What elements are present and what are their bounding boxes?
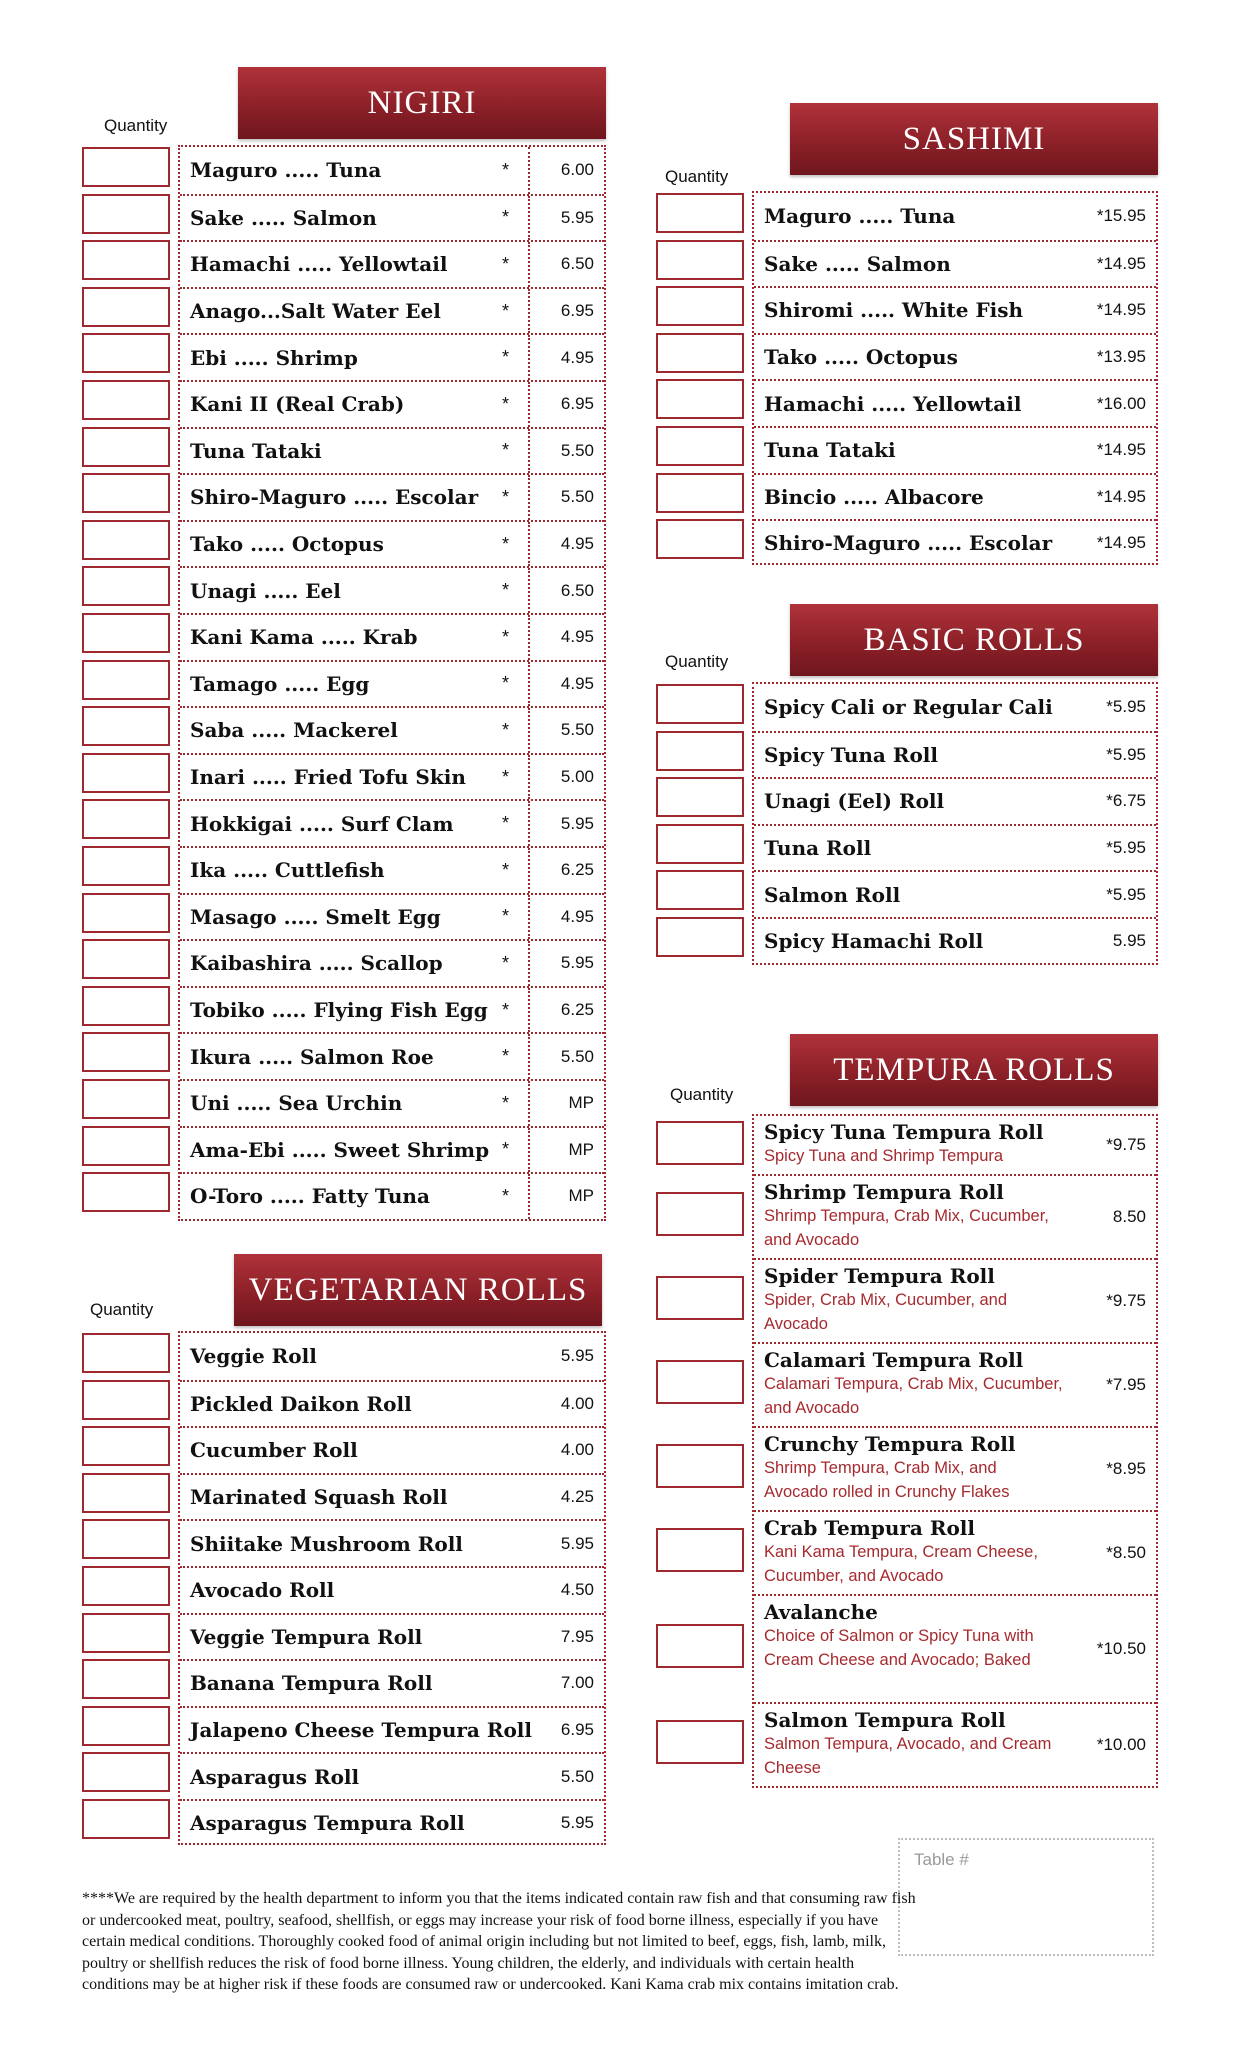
item-description: Spider, Crab Mix, Cucumber, and Avocado	[764, 1291, 1008, 1333]
price-divider	[528, 1128, 530, 1173]
health-notice: ****We are required by the health department to inform you that the items indicated contain raw fish and that consuming raw fish or undercooked meat, poultry, seafood, shellfish, or eggs may increase your risk of food borne illness, especially if you have certain medical conditions. Thoroughly cooked food of animal origin including but not limited to beef, eggs, fish, lamb, milk, poultry or shellfish reduces the risk of food borne illness. Young children, the elderly, and individuals with certain health conditions may be at higher risk if these foods are consumed raw or undercooked. Kani Kama crab mix contains imitation crab.	[82, 1890, 916, 1993]
item-name: Jalapeno Cheese Tempura Roll	[190, 1718, 533, 1743]
price-divider	[528, 522, 530, 567]
raw-indicator: *	[502, 719, 510, 740]
menu-row	[754, 333, 1156, 380]
item-price: 6.95	[560, 301, 594, 321]
item-name: Tuna Tataki	[190, 438, 322, 463]
item-price: 5.95	[560, 813, 594, 833]
table-number-label: Table #	[914, 1850, 969, 1869]
quantity-input[interactable]	[82, 939, 170, 979]
quantity-input[interactable]	[656, 1276, 744, 1320]
item-price: *13.95	[1096, 347, 1146, 367]
menu-row	[180, 1799, 604, 1846]
item-price: 5.50	[560, 487, 594, 507]
nigiri-quantity-label: Quantity	[104, 116, 168, 135]
menu-row	[180, 1613, 604, 1660]
item-price: MP	[568, 1093, 594, 1113]
menu-row	[754, 777, 1156, 824]
price-divider	[528, 1081, 530, 1126]
item-description: Calamari Tempura, Crab Mix, Cucumber, and Avocado	[764, 1375, 1063, 1417]
raw-indicator: *	[502, 580, 510, 601]
item-name: Kani II (Real Crab)	[190, 392, 405, 417]
quantity-input[interactable]	[82, 1752, 170, 1792]
menu-row	[180, 1172, 604, 1219]
item-name: Tuna Roll	[764, 836, 872, 861]
price-divider	[528, 988, 530, 1033]
quantity-input[interactable]	[82, 1473, 170, 1513]
raw-indicator: *	[502, 1046, 510, 1067]
item-name: Ama-Ebi ..... Sweet Shrimp	[190, 1137, 490, 1162]
item-price: 4.95	[560, 347, 594, 367]
quantity-input[interactable]	[82, 1659, 170, 1699]
raw-indicator: *	[502, 440, 510, 461]
item-name: Pickled Daikon Roll	[190, 1391, 412, 1416]
menu-row	[180, 1126, 604, 1173]
nigiri-header: NIGIRI	[238, 67, 606, 139]
item-name: Marinated Squash Roll	[190, 1485, 448, 1510]
menu-row	[180, 194, 604, 241]
price-divider	[528, 429, 530, 474]
raw-indicator: *	[502, 813, 510, 834]
item-name: Kani Kama ..... Krab	[190, 625, 418, 650]
menu-row	[180, 1519, 604, 1566]
raw-indicator: *	[502, 952, 510, 973]
menu-row	[180, 380, 604, 427]
item-name: Spider Tempura Roll	[764, 1264, 995, 1288]
raw-indicator: *	[502, 486, 510, 507]
quantity-input[interactable]	[82, 473, 170, 513]
quantity-input[interactable]	[656, 286, 744, 326]
menu-row	[180, 287, 604, 334]
item-price: *5.95	[1106, 697, 1146, 717]
price-divider	[528, 1174, 530, 1219]
item-price: 5.95	[1112, 931, 1146, 951]
item-price: 4.00	[560, 1440, 594, 1460]
menu-row	[754, 731, 1156, 778]
menu-row	[180, 147, 604, 194]
quantity-input[interactable]	[656, 1192, 744, 1236]
item-name: Ika ..... Cuttlefish	[190, 858, 385, 883]
menu-row	[180, 986, 604, 1033]
quantity-input[interactable]	[656, 1360, 744, 1404]
raw-indicator: *	[502, 766, 510, 787]
item-name: Saba ..... Mackerel	[190, 718, 398, 743]
raw-indicator: *	[502, 859, 510, 880]
item-name: Shrimp Tempura Roll	[764, 1180, 1004, 1204]
item-description: Kani Kama Tempura, Cream Cheese, Cucumber, and Avocado	[764, 1543, 1038, 1585]
item-price: 6.50	[560, 254, 594, 274]
menu-row	[180, 1426, 604, 1473]
quantity-input[interactable]	[656, 1121, 744, 1165]
price-divider	[528, 895, 530, 940]
menu-row	[180, 1752, 604, 1799]
price-divider	[528, 196, 530, 241]
menu-row	[180, 613, 604, 660]
quantity-input[interactable]	[82, 706, 170, 746]
item-name: Calamari Tempura Roll	[764, 1348, 1024, 1372]
price-divider	[528, 941, 530, 986]
raw-indicator: *	[502, 207, 510, 228]
basic-rolls-table	[752, 682, 1158, 965]
price-divider	[528, 801, 530, 846]
quantity-input[interactable]	[82, 613, 170, 653]
quantity-input[interactable]	[656, 1444, 744, 1488]
menu-row	[180, 660, 604, 707]
item-price: *5.95	[1106, 838, 1146, 858]
quantity-input[interactable]	[656, 870, 744, 910]
price-divider	[528, 1034, 530, 1079]
item-name: Asparagus Roll	[190, 1764, 360, 1789]
quantity-input[interactable]	[82, 1426, 170, 1466]
quantity-input[interactable]	[656, 1624, 744, 1668]
item-price: *14.95	[1096, 253, 1146, 273]
item-price: 7.00	[560, 1673, 594, 1693]
quantity-input[interactable]	[82, 287, 170, 327]
menu-row	[180, 1333, 604, 1380]
raw-indicator: *	[502, 999, 510, 1020]
menu-row	[180, 1032, 604, 1079]
item-price: *9.75	[1106, 1291, 1146, 1310]
sashimi-table	[752, 191, 1158, 565]
vegetarian-table	[178, 1331, 606, 1845]
menu-row	[754, 870, 1156, 917]
raw-indicator: *	[502, 300, 510, 321]
raw-indicator: *	[502, 1185, 510, 1206]
menu-row	[180, 240, 604, 287]
price-divider	[528, 568, 530, 613]
sashimi-header: SASHIMI	[790, 103, 1158, 175]
item-name: Veggie Roll	[190, 1344, 317, 1369]
item-price: *10.50	[1096, 1639, 1146, 1658]
item-name: Hamachi ..... Yellowtail	[190, 252, 448, 277]
item-price: *16.00	[1096, 393, 1146, 413]
quantity-input[interactable]	[82, 1172, 170, 1212]
item-price: *7.95	[1106, 1375, 1146, 1394]
item-price: 6.95	[560, 394, 594, 414]
item-price: *14.95	[1096, 486, 1146, 506]
raw-indicator: *	[502, 673, 510, 694]
item-name: Unagi (Eel) Roll	[764, 789, 945, 814]
item-name: Hokkigai ..... Surf Clam	[190, 811, 454, 836]
item-name: Spicy Tuna Tempura Roll	[764, 1120, 1044, 1144]
item-price: *5.95	[1106, 884, 1146, 904]
item-name: Crunchy Tempura Roll	[764, 1432, 1016, 1456]
quantity-input[interactable]	[82, 1032, 170, 1072]
menu-row	[180, 473, 604, 520]
item-price: 6.50	[560, 580, 594, 600]
item-name: Masago ..... Smelt Egg	[190, 904, 441, 929]
item-name: Anago...Salt Water Eel	[190, 299, 441, 324]
item-name: Spicy Tuna Roll	[764, 742, 938, 767]
quantity-input[interactable]	[82, 520, 170, 560]
item-price: MP	[568, 1139, 594, 1159]
menu-row	[180, 893, 604, 940]
tempura-rolls-table	[752, 1114, 1158, 1788]
item-name: Sake ..... Salmon	[764, 251, 951, 276]
quantity-input[interactable]	[656, 777, 744, 817]
menu-row	[180, 799, 604, 846]
quantity-input[interactable]	[82, 240, 170, 280]
quantity-input[interactable]	[82, 1613, 170, 1653]
quantity-input[interactable]	[656, 1720, 744, 1764]
item-price: MP	[568, 1186, 594, 1206]
item-description: Choice of Salmon or Spicy Tuna with Cream Cheese and Avocado; Baked	[764, 1627, 1034, 1669]
item-name: Veggie Tempura Roll	[190, 1624, 423, 1649]
item-price: *10.00	[1096, 1735, 1146, 1754]
price-divider	[528, 382, 530, 427]
item-price: 5.95	[560, 1533, 594, 1553]
item-name: Sake ..... Salmon	[190, 205, 377, 230]
item-name: Tamago ..... Egg	[190, 671, 370, 696]
item-name: Inari ..... Fried Tofu Skin	[190, 765, 466, 790]
item-price: 5.95	[560, 953, 594, 973]
item-name: Avocado Roll	[190, 1578, 335, 1603]
menu-row	[754, 684, 1156, 731]
quantity-input[interactable]	[82, 380, 170, 420]
item-price: 7.95	[560, 1626, 594, 1646]
menu-row	[754, 1510, 1156, 1594]
quantity-input[interactable]	[82, 427, 170, 467]
item-name: Ikura ..... Salmon Roe	[190, 1044, 434, 1069]
tempura-rolls-quantity-label: Quantity	[670, 1085, 734, 1104]
item-name: Avalanche	[764, 1600, 878, 1624]
item-name: Shiitake Mushroom Roll	[190, 1531, 463, 1556]
item-price: 5.50	[560, 440, 594, 460]
item-price: 4.95	[560, 534, 594, 554]
quantity-input[interactable]	[656, 473, 744, 513]
item-name: Salmon Roll	[764, 882, 901, 907]
item-name: Shiro-Maguro ..... Escolar	[764, 531, 1053, 556]
menu-row	[180, 1079, 604, 1126]
item-name: Banana Tempura Roll	[190, 1671, 433, 1696]
raw-indicator: *	[502, 1139, 510, 1160]
item-price: *6.75	[1106, 791, 1146, 811]
quantity-input[interactable]	[656, 379, 744, 419]
menu-row	[754, 917, 1156, 964]
menu-row	[180, 427, 604, 474]
item-price: 4.25	[560, 1487, 594, 1507]
menu-row	[754, 1594, 1156, 1702]
price-divider	[528, 755, 530, 800]
menu-row	[180, 846, 604, 893]
item-description: Salmon Tempura, Avocado, and Cream Cheese	[764, 1735, 1052, 1777]
quantity-input[interactable]	[82, 333, 170, 373]
price-divider	[528, 615, 530, 660]
basic-rolls-quantity-label: Quantity	[665, 652, 729, 671]
quantity-input[interactable]	[82, 846, 170, 886]
menu-row	[754, 240, 1156, 287]
quantity-input[interactable]	[82, 1333, 170, 1373]
menu-row	[754, 473, 1156, 520]
menu-row	[754, 1702, 1156, 1786]
quantity-input[interactable]	[82, 753, 170, 793]
item-price: 4.95	[560, 906, 594, 926]
quantity-input[interactable]	[656, 731, 744, 771]
item-name: Shiromi ..... White Fish	[764, 298, 1024, 323]
item-name: Ebi ..... Shrimp	[190, 345, 358, 370]
item-name: Tuna Tataki	[764, 438, 896, 463]
item-price: 5.00	[560, 767, 594, 787]
quantity-input[interactable]	[656, 917, 744, 957]
menu-row	[754, 1116, 1156, 1174]
menu-row	[754, 286, 1156, 333]
vegetarian-header: VEGETARIAN ROLLS	[234, 1254, 602, 1326]
price-divider	[528, 662, 530, 707]
menu-row	[180, 939, 604, 986]
item-price: 4.00	[560, 1393, 594, 1413]
quantity-input[interactable]	[656, 684, 744, 724]
item-price: *14.95	[1096, 300, 1146, 320]
item-name: Uni ..... Sea Urchin	[190, 1091, 403, 1116]
item-name: Salmon Tempura Roll	[764, 1708, 1006, 1732]
quantity-input[interactable]	[656, 193, 744, 233]
quantity-input[interactable]	[82, 1799, 170, 1839]
menu-row	[754, 193, 1156, 240]
item-price: 5.95	[560, 1813, 594, 1833]
quantity-input[interactable]	[656, 333, 744, 373]
tempura-rolls-header: TEMPURA ROLLS	[790, 1034, 1158, 1106]
item-name: Cucumber Roll	[190, 1438, 358, 1463]
item-name: Asparagus Tempura Roll	[190, 1811, 465, 1836]
price-divider	[528, 289, 530, 334]
menu-row	[180, 1706, 604, 1753]
item-price: 4.95	[560, 673, 594, 693]
item-description: Spicy Tuna and Shrimp Tempura	[764, 1147, 1004, 1165]
menu-row	[754, 426, 1156, 473]
menu-row	[180, 1380, 604, 1427]
price-divider	[528, 147, 530, 194]
item-name: Spicy Hamachi Roll	[764, 929, 984, 954]
item-name: Tobiko ..... Flying Fish Egg	[190, 998, 488, 1023]
item-name: Tako ..... Octopus	[764, 345, 958, 370]
menu-row	[180, 1473, 604, 1520]
raw-indicator: *	[502, 533, 510, 554]
menu-row	[754, 1426, 1156, 1510]
quantity-input[interactable]	[82, 1079, 170, 1119]
vegetarian-quantity-label: Quantity	[90, 1300, 154, 1319]
basic-rolls-header: BASIC ROLLS	[790, 604, 1158, 676]
menu-row	[180, 1566, 604, 1613]
item-name: O-Toro ..... Fatty Tuna	[190, 1184, 430, 1209]
item-price: 5.50	[560, 1766, 594, 1786]
raw-indicator: *	[502, 159, 510, 180]
item-price: *8.95	[1106, 1459, 1146, 1478]
price-divider	[528, 708, 530, 753]
item-price: 5.50	[560, 1046, 594, 1066]
item-price: 5.95	[560, 1346, 594, 1366]
quantity-input[interactable]	[656, 519, 744, 559]
price-divider	[528, 335, 530, 380]
raw-indicator: *	[502, 253, 510, 274]
item-name: Maguro ..... Tuna	[764, 204, 956, 229]
item-price: 8.50	[1112, 1207, 1146, 1226]
item-name: Kaibashira ..... Scallop	[190, 951, 443, 976]
raw-indicator: *	[502, 393, 510, 414]
item-name: Crab Tempura Roll	[764, 1516, 975, 1540]
menu-row	[754, 1174, 1156, 1258]
item-name: Hamachi ..... Yellowtail	[764, 391, 1022, 416]
quantity-input[interactable]	[82, 194, 170, 234]
quantity-input[interactable]	[82, 1519, 170, 1559]
item-price: 4.50	[560, 1580, 594, 1600]
quantity-input[interactable]	[656, 240, 744, 280]
menu-row	[754, 519, 1156, 566]
menu-row	[180, 566, 604, 613]
price-divider	[528, 242, 530, 287]
item-price: 6.25	[560, 1000, 594, 1020]
quantity-input[interactable]	[656, 426, 744, 466]
menu-row	[180, 1659, 604, 1706]
item-name: Bincio ..... Albacore	[764, 484, 984, 509]
item-price: 6.25	[560, 860, 594, 880]
menu-row	[180, 333, 604, 380]
menu-row	[180, 520, 604, 567]
sashimi-quantity-label: Quantity	[665, 167, 729, 186]
quantity-input[interactable]	[82, 660, 170, 700]
item-description: Shrimp Tempura, Crab Mix, Cucumber, and Avocado	[764, 1207, 1049, 1249]
item-description: Shrimp Tempura, Crab Mix, and Avocado rolled in Crunchy Flakes	[764, 1459, 1010, 1501]
item-name: Spicy Cali or Regular Cali	[764, 695, 1053, 720]
raw-indicator: *	[502, 347, 510, 368]
item-price: *15.95	[1096, 206, 1146, 226]
raw-indicator: *	[502, 626, 510, 647]
item-name: Unagi ..... Eel	[190, 578, 341, 603]
item-price: *14.95	[1096, 440, 1146, 460]
nigiri-table	[178, 145, 606, 1221]
menu-row	[754, 824, 1156, 871]
item-name: Tako ..... Octopus	[190, 532, 384, 557]
item-price: *9.75	[1106, 1135, 1146, 1154]
quantity-input[interactable]	[82, 147, 170, 187]
quantity-input[interactable]	[656, 1528, 744, 1572]
table-number-field[interactable]	[898, 1838, 1154, 1956]
menu-row	[180, 753, 604, 800]
item-name: Maguro ..... Tuna	[190, 158, 382, 183]
quantity-input[interactable]	[82, 893, 170, 933]
item-name: Shiro-Maguro ..... Escolar	[190, 485, 479, 510]
quantity-input[interactable]	[656, 824, 744, 864]
raw-indicator: *	[502, 1092, 510, 1113]
menu-row	[754, 1258, 1156, 1342]
quantity-input[interactable]	[82, 1380, 170, 1420]
item-price: *5.95	[1106, 744, 1146, 764]
quantity-input[interactable]	[82, 1706, 170, 1746]
item-price: *8.50	[1106, 1543, 1146, 1562]
item-price: 6.95	[560, 1720, 594, 1740]
item-price: 5.95	[560, 207, 594, 227]
item-price: 5.50	[560, 720, 594, 740]
raw-indicator: *	[502, 906, 510, 927]
item-price: 6.00	[560, 160, 594, 180]
quantity-input[interactable]	[82, 799, 170, 839]
quantity-input[interactable]	[82, 1126, 170, 1166]
menu-row	[180, 706, 604, 753]
quantity-input[interactable]	[82, 986, 170, 1026]
price-divider	[528, 848, 530, 893]
item-price: 4.95	[560, 627, 594, 647]
item-price: *14.95	[1096, 533, 1146, 553]
quantity-input[interactable]	[82, 566, 170, 606]
menu-row	[754, 1342, 1156, 1426]
menu-row	[754, 379, 1156, 426]
price-divider	[528, 475, 530, 520]
quantity-input[interactable]	[82, 1566, 170, 1606]
